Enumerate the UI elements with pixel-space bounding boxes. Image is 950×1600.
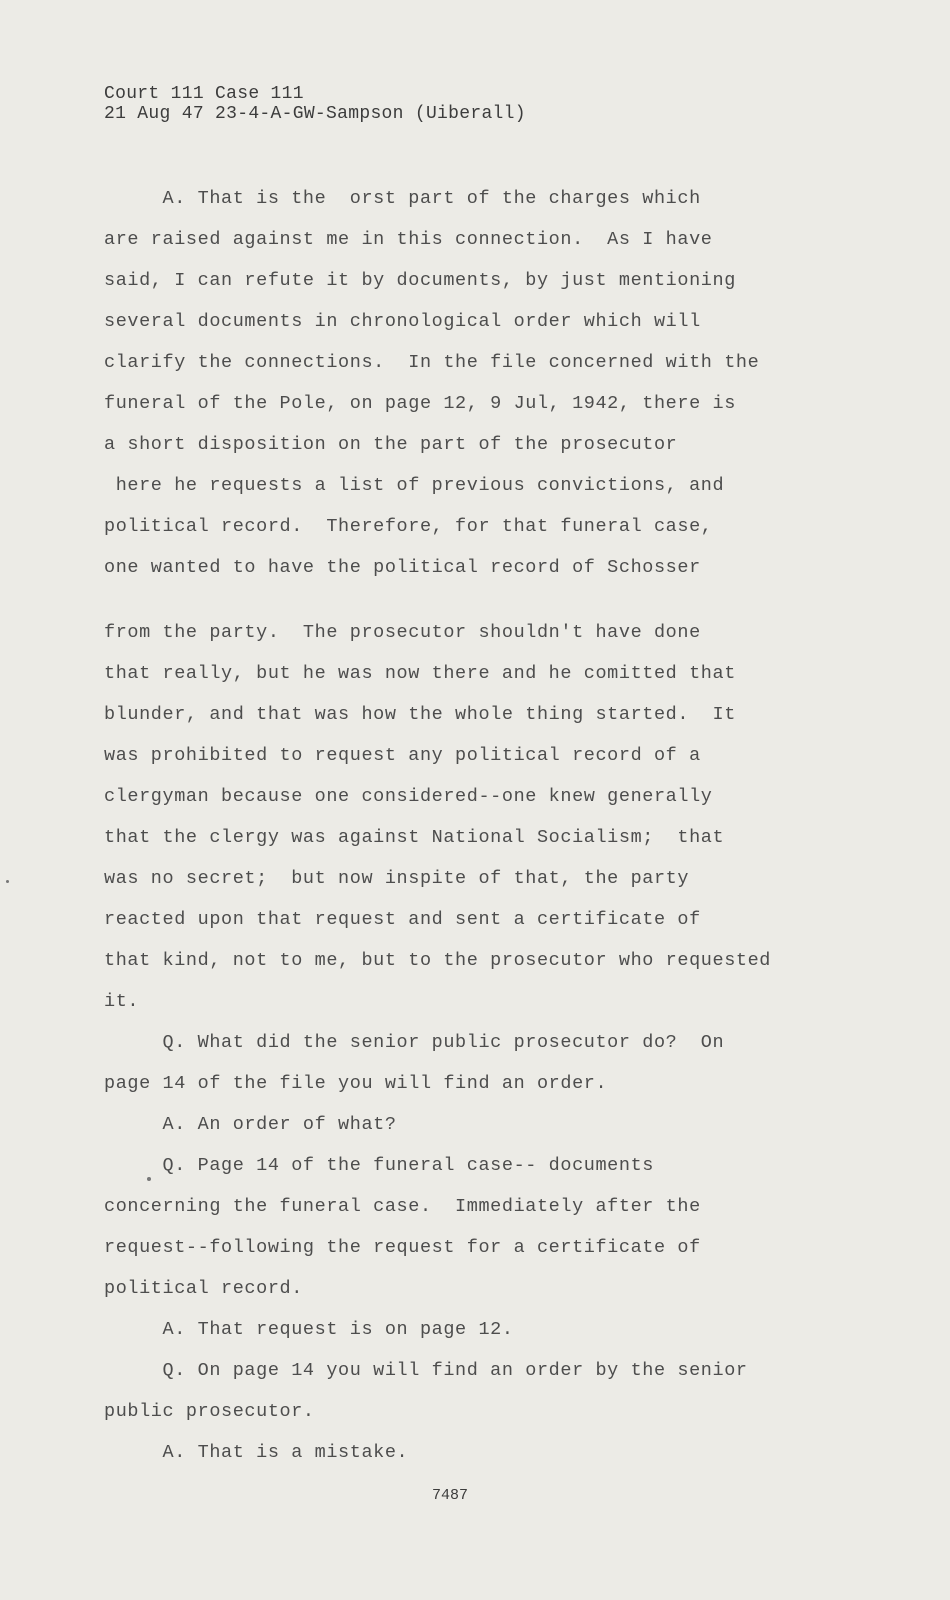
transcript-line: clarify the connections. In the file concerned with the: [104, 352, 760, 373]
paper-speck: [147, 1177, 151, 1181]
transcript-line: page 14 of the file you will find an order.: [104, 1073, 608, 1094]
transcript-line: from the party. The prosecutor shouldn't have done: [104, 622, 701, 643]
transcript-line: Q. What did the senior public prosecutor do? On: [104, 1032, 725, 1053]
paper-speck: [6, 880, 9, 883]
transcript-line: was prohibited to request any political record of a: [104, 745, 701, 766]
header-date-line: 21 Aug 47 23-4-A-GW-Sampson (Uiberall): [104, 104, 526, 124]
transcript-line: Q. Page 14 of the funeral case-- documents: [104, 1155, 654, 1176]
transcript-line: here he requests a list of previous convictions, and: [104, 475, 725, 496]
transcript-line: a short disposition on the part of the prosecutor: [104, 434, 678, 455]
transcript-line: was no secret; but now inspite of that, the party: [104, 868, 690, 889]
transcript-line: blunder, and that was how the whole thing started. It: [104, 704, 736, 725]
document-header: [104, 84, 526, 124]
transcript-line: funeral of the Pole, on page 12, 9 Jul, 1942, there is: [104, 393, 736, 414]
transcript-line: reacted upon that request and sent a certificate of: [104, 909, 701, 930]
transcript-line: public prosecutor.: [104, 1401, 315, 1422]
transcript-line: are raised against me in this connection. As I have: [104, 229, 713, 250]
transcript-block-2: [104, 612, 771, 1473]
transcript-line: said, I can refute it by documents, by just mentioning: [104, 270, 736, 291]
transcript-line: request--following the request for a certificate of: [104, 1237, 701, 1258]
transcript-line: A. That is a mistake.: [104, 1442, 409, 1463]
transcript-line: that the clergy was against National Socialism; that: [104, 827, 725, 848]
transcript-line: that kind, not to me, but to the prosecutor who requested: [104, 950, 772, 971]
transcript-line: several documents in chronological order which will: [104, 311, 701, 332]
transcript-line: clergyman because one considered--one knew generally: [104, 786, 713, 807]
transcript-line: it.: [104, 991, 140, 1012]
transcript-line: political record.: [104, 1278, 303, 1299]
transcript-line: concerning the funeral case. Immediately after the: [104, 1196, 701, 1217]
transcript-line: that really, but he was now there and he comitted that: [104, 663, 736, 684]
page-number: 7487: [432, 1487, 469, 1504]
transcript-line: Q. On page 14 you will find an order by the senior: [104, 1360, 748, 1381]
transcript-line: A. That request is on page 12.: [104, 1319, 514, 1340]
transcript-block-1: [104, 178, 759, 588]
transcript-line: one wanted to have the political record of Schosser: [104, 557, 701, 578]
transcript-line: political record. Therefore, for that funeral case,: [104, 516, 713, 537]
transcript-line: A. An order of what?: [104, 1114, 397, 1135]
transcript-line: A. That is the orst part of the charges which: [104, 188, 701, 209]
header-court-line: Court 111 Case 111: [104, 84, 304, 104]
